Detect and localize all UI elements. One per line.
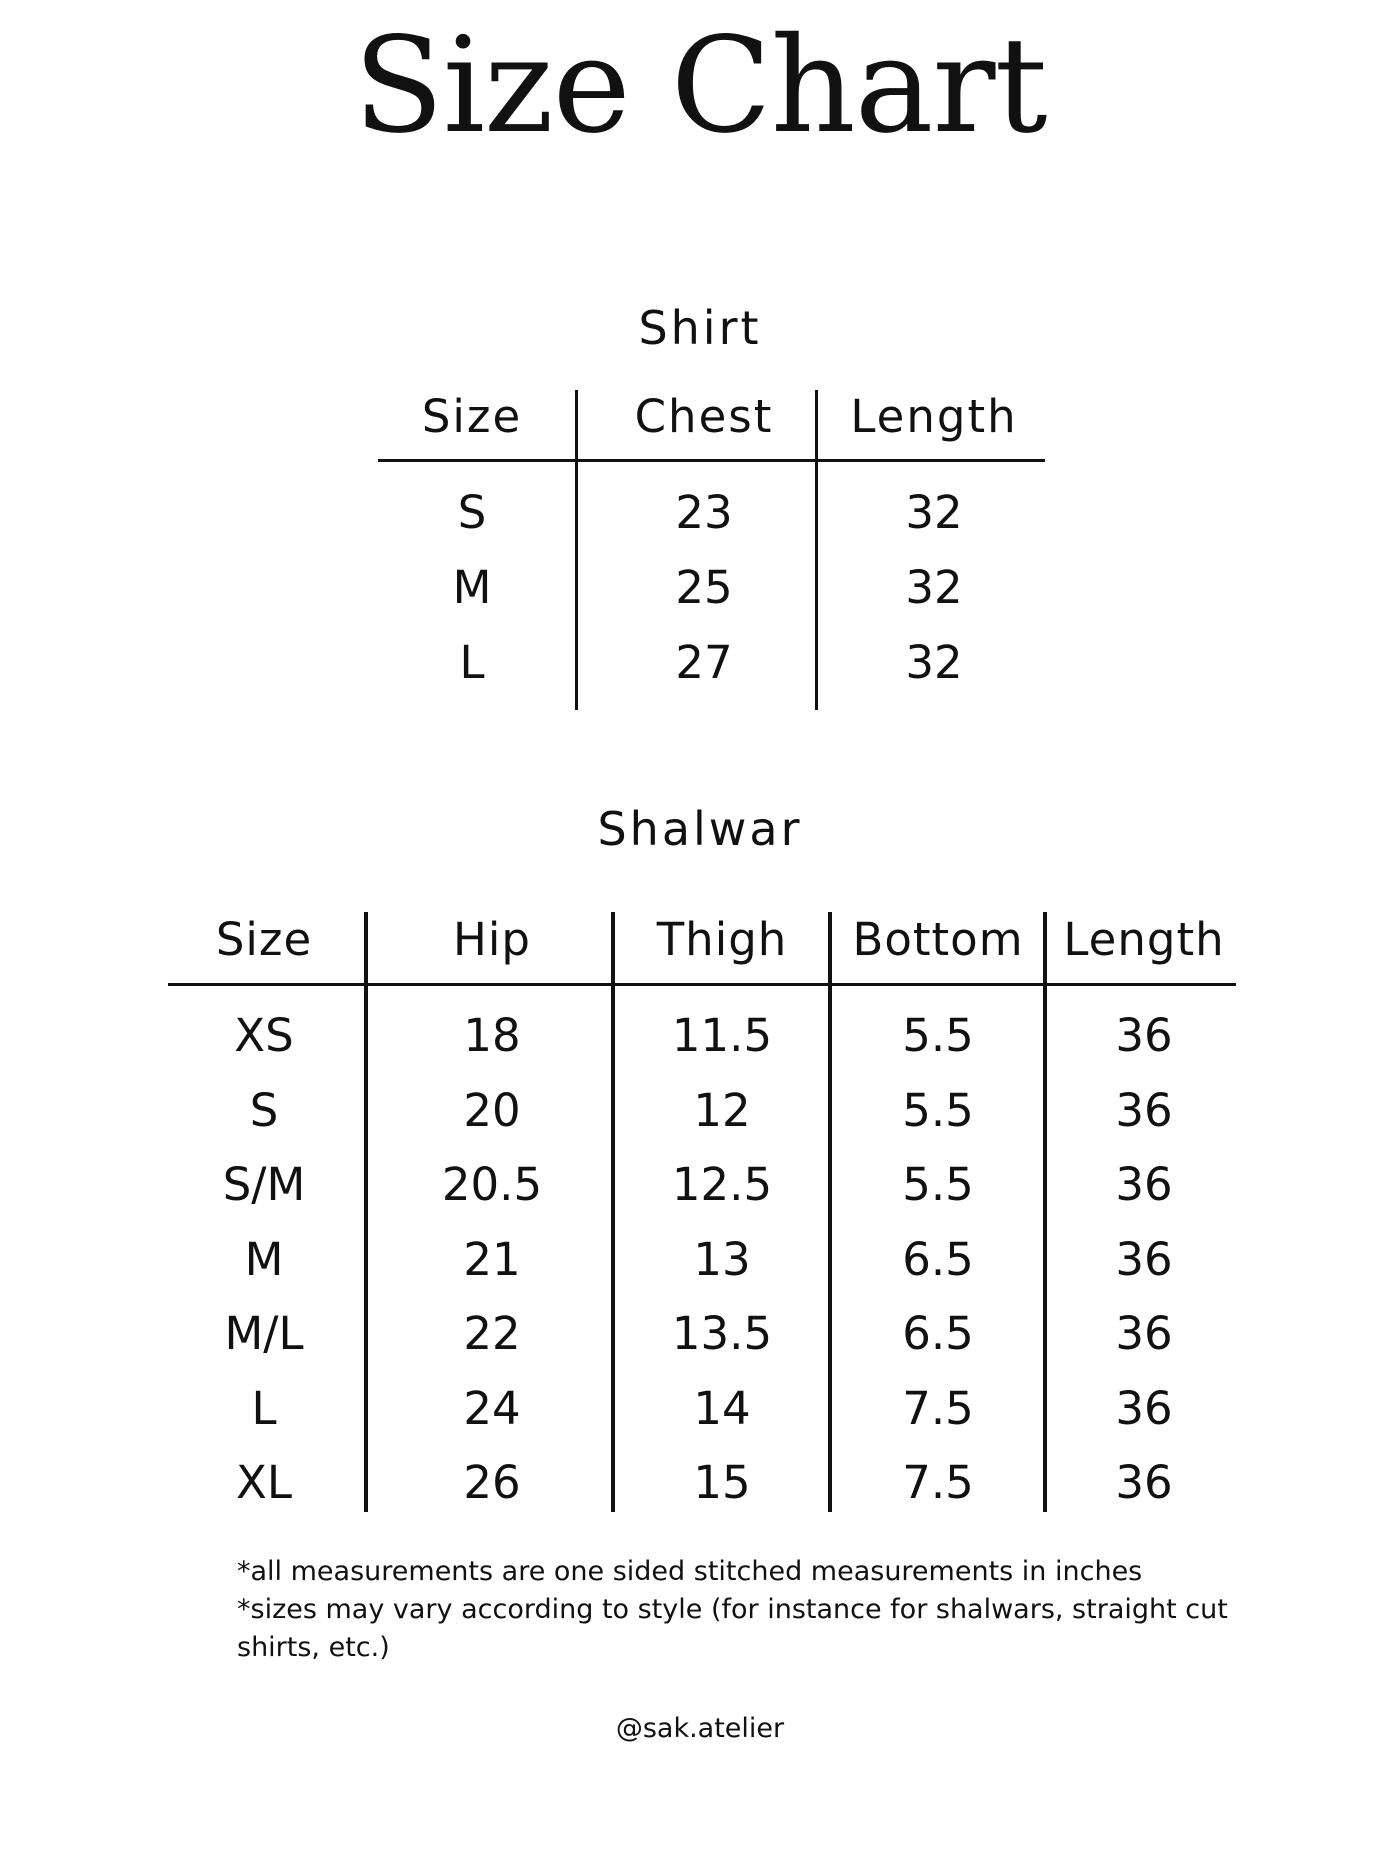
shalwar-header-divider — [168, 983, 1236, 986]
footnotes — [237, 1553, 1237, 1667]
shirt-column-divider — [815, 390, 818, 710]
shirt-cell: S — [457, 486, 487, 539]
shalwar-cell: 36 — [1115, 1307, 1173, 1360]
shalwar-cell: 6.5 — [902, 1307, 974, 1360]
footnote: *all measurements are one sided stitched measurements in inches — [237, 1556, 1143, 1587]
shalwar-cell: 36 — [1115, 1083, 1173, 1137]
shirt-header-chest: Chest — [634, 390, 774, 443]
shalwar-cell: 36 — [1115, 1456, 1173, 1509]
shalwar-cell: 20 — [463, 1083, 521, 1137]
shalwar-cell: 20.5 — [441, 1158, 543, 1211]
shalwar-cell: 5.5 — [902, 1009, 974, 1062]
shalwar-cell: M/L — [224, 1307, 304, 1360]
shalwar-cell: 24 — [463, 1381, 521, 1435]
shalwar-cell: L — [251, 1381, 277, 1435]
shirt-cell: 32 — [905, 561, 963, 614]
shalwar-cell: 13.5 — [671, 1307, 773, 1360]
shirt-cell: M — [452, 561, 492, 614]
shirt-cell: L — [459, 636, 485, 689]
shalwar-cell: 12 — [693, 1083, 751, 1137]
shirt-header-length: Length — [850, 390, 1018, 443]
shalwar-cell: 14 — [693, 1381, 751, 1435]
shalwar-column-divider — [828, 912, 832, 1512]
shirt-cell: 32 — [905, 486, 963, 539]
shirt-header-size: Size — [421, 390, 523, 443]
shalwar-column-divider — [1043, 912, 1047, 1512]
shalwar-header-size: Size — [215, 913, 313, 966]
shirt-column-divider — [575, 390, 578, 710]
shirt-cell: 23 — [675, 486, 733, 539]
shalwar-header-hip: Hip — [453, 913, 531, 966]
shalwar-header-thigh: Thigh — [656, 913, 788, 966]
shalwar-cell: 18 — [463, 1009, 521, 1062]
shalwar-cell: 36 — [1115, 1381, 1173, 1435]
shalwar-cell: 5.5 — [902, 1158, 974, 1211]
shalwar-cell: 6.5 — [902, 1232, 974, 1286]
shalwar-cell: S — [249, 1083, 279, 1137]
shalwar-cell: 21 — [463, 1232, 521, 1286]
shalwar-column-divider — [364, 912, 368, 1512]
shalwar-header-length: Length — [1063, 913, 1225, 966]
shalwar-cell: XL — [236, 1456, 292, 1509]
social-handle: @sak.atelier — [615, 1713, 785, 1744]
shalwar-cell: 7.5 — [902, 1381, 974, 1435]
shalwar-cell: 13 — [693, 1232, 751, 1286]
shalwar-header-bottom: Bottom — [852, 913, 1024, 966]
shirt-header-divider — [378, 459, 1045, 462]
shalwar-column-divider — [611, 912, 615, 1512]
shalwar-cell: 15 — [693, 1456, 751, 1509]
shalwar-cell: 12.5 — [671, 1158, 773, 1211]
shalwar-cell: 7.5 — [902, 1456, 974, 1509]
shalwar-cell: XS — [234, 1009, 294, 1062]
shirt-cell: 27 — [675, 636, 733, 689]
shalwar-cell: 11.5 — [671, 1009, 773, 1062]
shalwar-cell: 36 — [1115, 1009, 1173, 1062]
shirt-section-title: Shirt — [638, 301, 762, 355]
shalwar-cell: M — [244, 1232, 284, 1286]
footnote: *sizes may vary according to style (for instance for shalwars, straight cut shirts, etc.) — [237, 1594, 1228, 1663]
shalwar-section-title: Shalwar — [597, 802, 803, 856]
shalwar-cell: 36 — [1115, 1158, 1173, 1211]
shirt-cell: 32 — [905, 636, 963, 689]
shalwar-cell: 26 — [463, 1456, 521, 1509]
shalwar-cell: 22 — [463, 1307, 521, 1360]
shalwar-cell: 5.5 — [902, 1083, 974, 1137]
page-title: Size Chart — [353, 9, 1047, 163]
shalwar-cell: 36 — [1115, 1232, 1173, 1286]
shalwar-cell: S/M — [222, 1158, 306, 1211]
shirt-cell: 25 — [675, 561, 733, 614]
